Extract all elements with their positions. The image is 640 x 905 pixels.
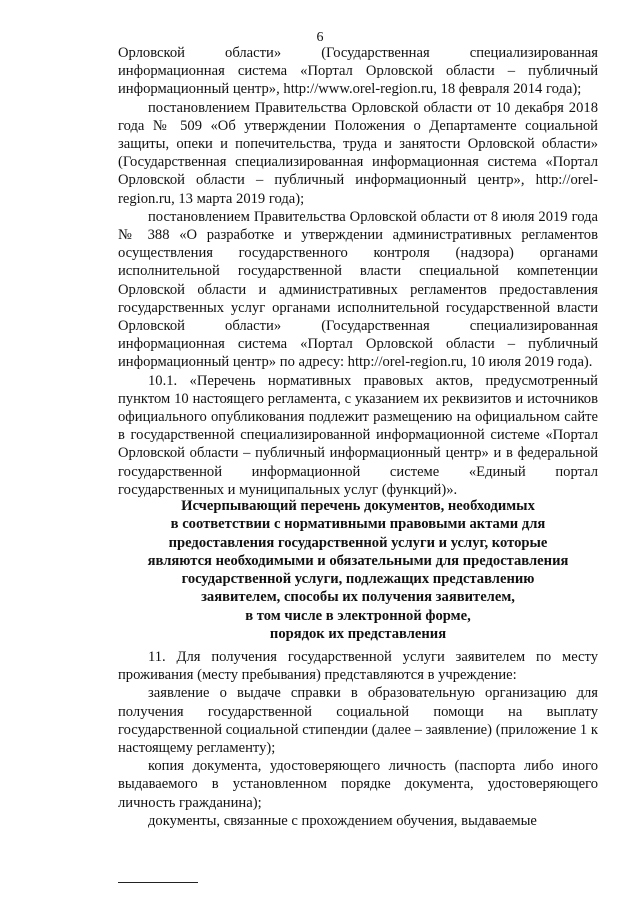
heading-line: заявителем, способы их получения заявителем, <box>201 589 515 606</box>
heading-line: порядок их представления <box>269 626 447 643</box>
heading-line: в том числе в электронной форме, <box>245 607 471 624</box>
heading-line: Исчерпывающий перечень документов, необходимых <box>181 498 535 514</box>
paragraph: Орловской области» (Государственная специализированная информационная система «Портал Орловской области – публичный информационный центр», http://www.orel-region.ru, 18 февраля 2014 года); <box>118 45 598 98</box>
paragraph: копия документа, удостоверяющего личность (паспорта либо иного выдаваемого в установленном порядке документа, удостоверяющего личность гражданина); <box>118 758 598 811</box>
footnote-divider <box>118 882 198 883</box>
body-text-bottom <box>118 648 598 830</box>
paragraph: заявление о выдаче справки в образовательную организацию для получения государственной социальной помощи на выплату государственной социальной стипендии (далее – заявление) (приложение 1 к настоящему регламенту); <box>118 685 598 757</box>
heading-line: являются необходимыми и обязательными для предоставления <box>147 552 569 569</box>
paragraph: документы, связанные с прохождением обучения, выдаваемые <box>148 812 537 829</box>
body-text-top <box>118 44 598 499</box>
heading-line: в соответствии с нормативными правовыми актами для <box>170 516 546 533</box>
paragraph: 10.1. «Перечень нормативных правовых актов, предусмотренный пунктом 10 настоящего регламента, с указанием их реквизитов и источников официального опубликования подлежит размещению на официальном сайте в государственной специализированной информационной системе «Портал Орловской области – публичный информационный центр» и в федеральной государственной информационной системе «Единый портал государственных и муниципальных услуг (функций)». <box>118 372 598 498</box>
heading-line: государственной услуги, подлежащих представлению <box>181 571 535 588</box>
section-heading <box>118 497 598 643</box>
heading-line: предоставления государственной услуги и услуг, которые <box>168 534 548 551</box>
paragraph: постановлением Правительства Орловской области от 10 декабря 2018 года № 509 «Об утверждении Положения о Департаменте социальной защиты, опеки и попечительства, труда и занятости Орловской области» (Государственная специализированная информационная система «Портал Орловской области – публичный информационный центр», http://orel-region.ru, 13 марта 2019 года); <box>118 99 598 207</box>
page-number: 6 <box>316 30 324 45</box>
paragraph: 11. Для получения государственной услуги заявителем по месту проживания (месту пребывания) представляются в учреждение: <box>118 649 598 684</box>
paragraph: постановлением Правительства Орловской области от 8 июля 2019 года № 388 «О разработке и утверждении административных регламентов осуществления государственного контроля (надзора) органами исполнительной государственной власти специальной компетенции Орловской области и административных регламентов предоставления государственных услуг органами исполнительной государственной власти Орловской области» (Государственная специализированная информационная система «Портал Орловской области – публичный информационный центр» по адресу: http://orel-region.ru, 10 июля 2019 года). <box>118 208 598 371</box>
